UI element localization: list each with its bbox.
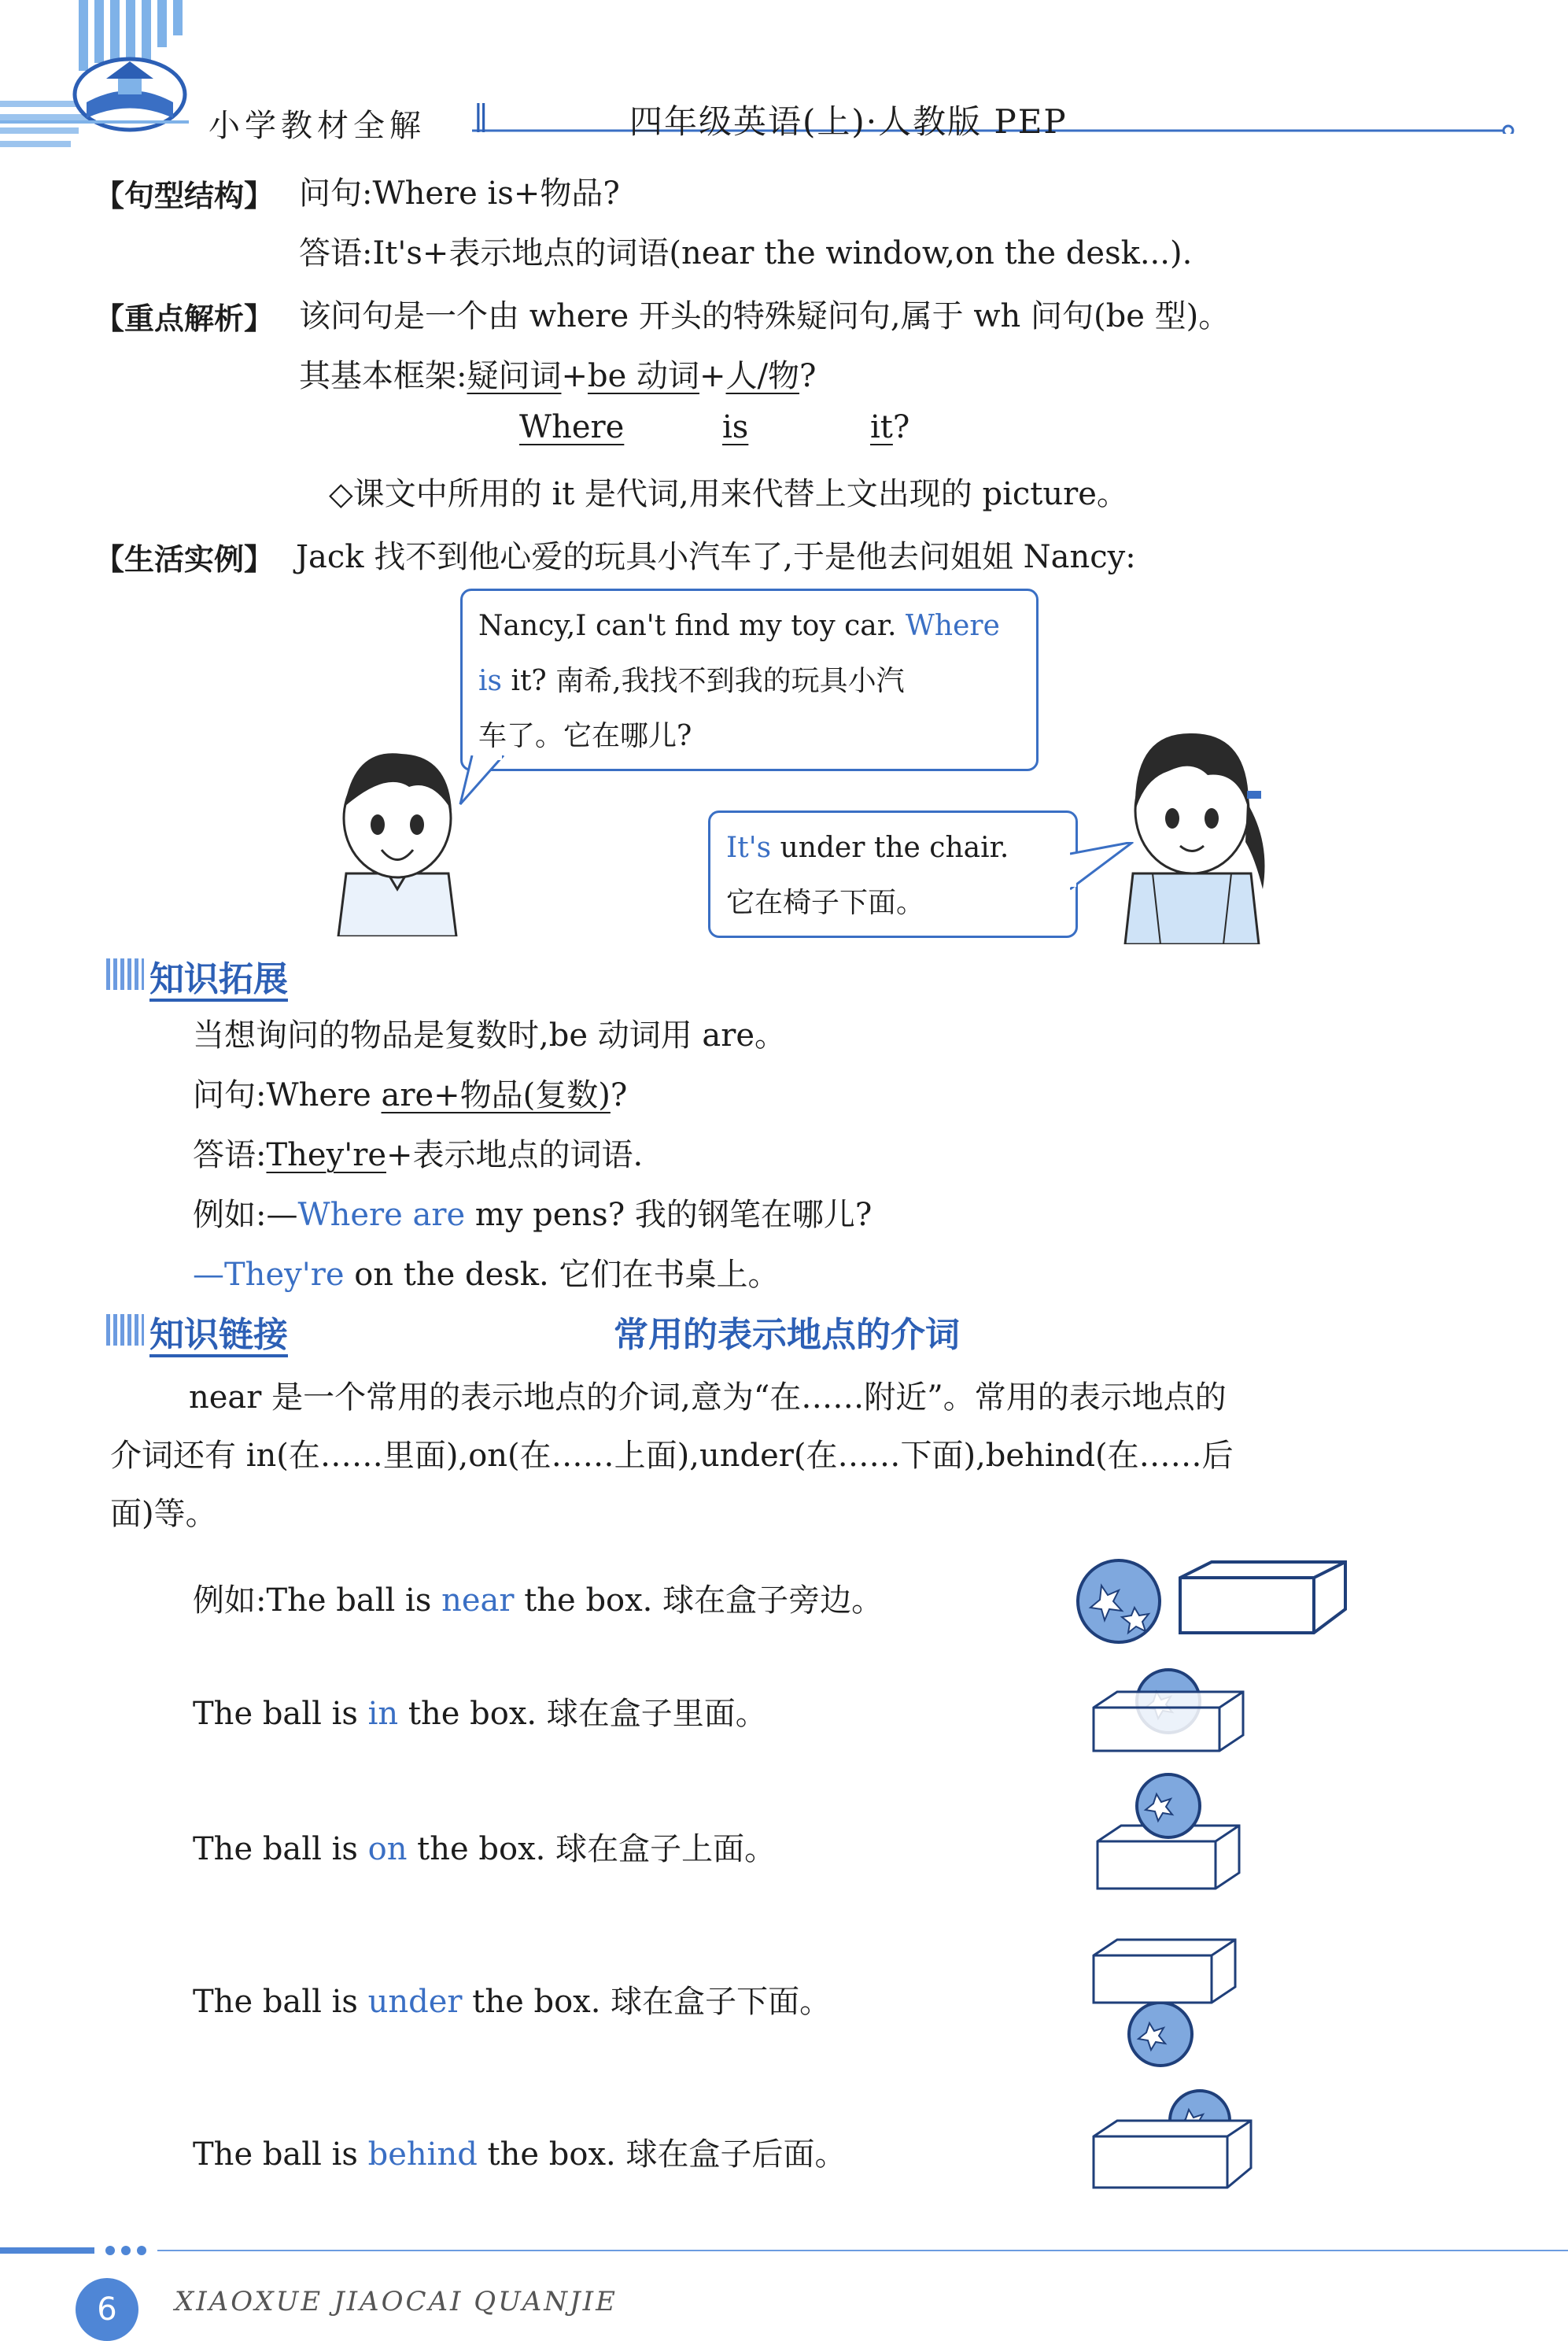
footer-rule (0, 2243, 1568, 2258)
pattern-answer: 答语:It's+表示地点的词语(near the window,on the desk...). (299, 235, 1193, 271)
analysis-note: ◇课文中所用的 it 是代词,用来代替上文出现的 picture。 (329, 476, 1128, 512)
heading-bar-icon-2 (106, 1314, 144, 1346)
frame-qmark: ? (799, 358, 817, 394)
book-title: 四年级英语(上)·人教版 PEP (629, 102, 1068, 141)
header-decoration (0, 0, 197, 157)
bubble-jack-line1: Nancy,I can't find my toy car. Where (478, 610, 1000, 642)
expand-example-a: —They're on the desk. 它们在书桌上。 (193, 1257, 780, 1293)
girl-nancy-illustration (1105, 716, 1278, 944)
section-label-example: 【生活实例】 (94, 542, 275, 577)
series-title: 小学教材全解 (208, 108, 426, 144)
example-behind: The ball is behind the box. 球在盒子后面。 (193, 2136, 847, 2173)
ball-under-box-illustration (1082, 1932, 1247, 2081)
boy-jack-illustration (323, 732, 472, 936)
expand-example-q: 例如:—Where are my pens? 我的钢笔在哪儿? (193, 1197, 873, 1233)
example-on: The ball is on the box. 球在盒子上面。 (193, 1831, 777, 1867)
ball-near-box-illustration (1070, 1546, 1361, 1656)
footer-series-pinyin: XIAOXUE JIAOCAI QUANJIE (175, 2286, 618, 2317)
ball-on-box-illustration (1086, 1771, 1251, 1904)
link-para-line2: 介词还有 in(在……里面),on(在……上面),under(在……下面),behind(在……后 (110, 1438, 1234, 1474)
example-it-word: it (870, 409, 893, 445)
page-number: 6 (76, 2278, 138, 2341)
slash-marks: ∥ (474, 101, 489, 137)
example-where: Where (519, 409, 625, 445)
example-under: The ball is under the box. 球在盒子下面。 (193, 1984, 832, 2020)
heading-bar-icon (106, 958, 144, 990)
expand-line1: 当想询问的物品是复数时,be 动词用 are。 (193, 1017, 787, 1054)
expand-answer: 答语:They're+表示地点的词语. (193, 1137, 644, 1173)
analysis-frame (299, 351, 816, 396)
frame-word-1: 疑问词 (467, 358, 562, 394)
example-in: The ball is in the box. 球在盒子里面。 (193, 1696, 767, 1732)
section-label-pattern: 【句型结构】 (94, 179, 275, 213)
expand-question: 问句:Where are+物品(复数)? (193, 1077, 628, 1113)
ball-behind-box-illustration (1082, 2081, 1263, 2199)
heading-knowledge-expand: 知识拓展 (149, 959, 288, 999)
speech-bubble-nancy (708, 810, 1078, 938)
pattern-question: 问句:Where is+物品? (299, 175, 620, 212)
bubble-jack-line2: is it? 南希,我找不到我的玩具小汽 (478, 665, 905, 697)
example-it-qmark: ? (892, 409, 910, 445)
example-is: is (722, 409, 749, 445)
link-title: 常用的表示地点的介词 (614, 1315, 960, 1355)
example-it (870, 409, 909, 445)
frame-prefix: 其基本框架: (299, 358, 467, 394)
analysis-line1: 该问句是一个由 where 开头的特殊疑问句,属于 wh 问句(be 型)。 (299, 298, 1230, 334)
bubble-nancy-line1: It's under the chair. (726, 832, 1009, 864)
ball-in-box-illustration (1078, 1660, 1251, 1763)
bubble-nancy-line2: 它在椅子下面。 (726, 887, 925, 919)
section-label-analysis: 【重点解析】 (94, 301, 275, 336)
frame-word-3: 人/物 (725, 358, 799, 394)
link-para-line1: near 是一个常用的表示地点的介词,意为“在……附近”。常用的表示地点的 (189, 1379, 1227, 1416)
example-near: 例如:The ball is near the box. 球在盒子旁边。 (193, 1582, 884, 1619)
heading-knowledge-link: 知识链接 (149, 1315, 288, 1355)
frame-word-2: be 动词 (588, 358, 699, 394)
plus-2: + (699, 358, 726, 394)
speech-bubble-jack (460, 589, 1039, 771)
link-para-line3: 面)等。 (110, 1496, 217, 1532)
bubble-jack-line3: 车了。它在哪儿? (478, 720, 692, 752)
example-intro: Jack 找不到他心爱的玩具小汽车了,于是他去问姐姐 Nancy: (296, 539, 1136, 575)
plus-1: + (561, 358, 588, 394)
